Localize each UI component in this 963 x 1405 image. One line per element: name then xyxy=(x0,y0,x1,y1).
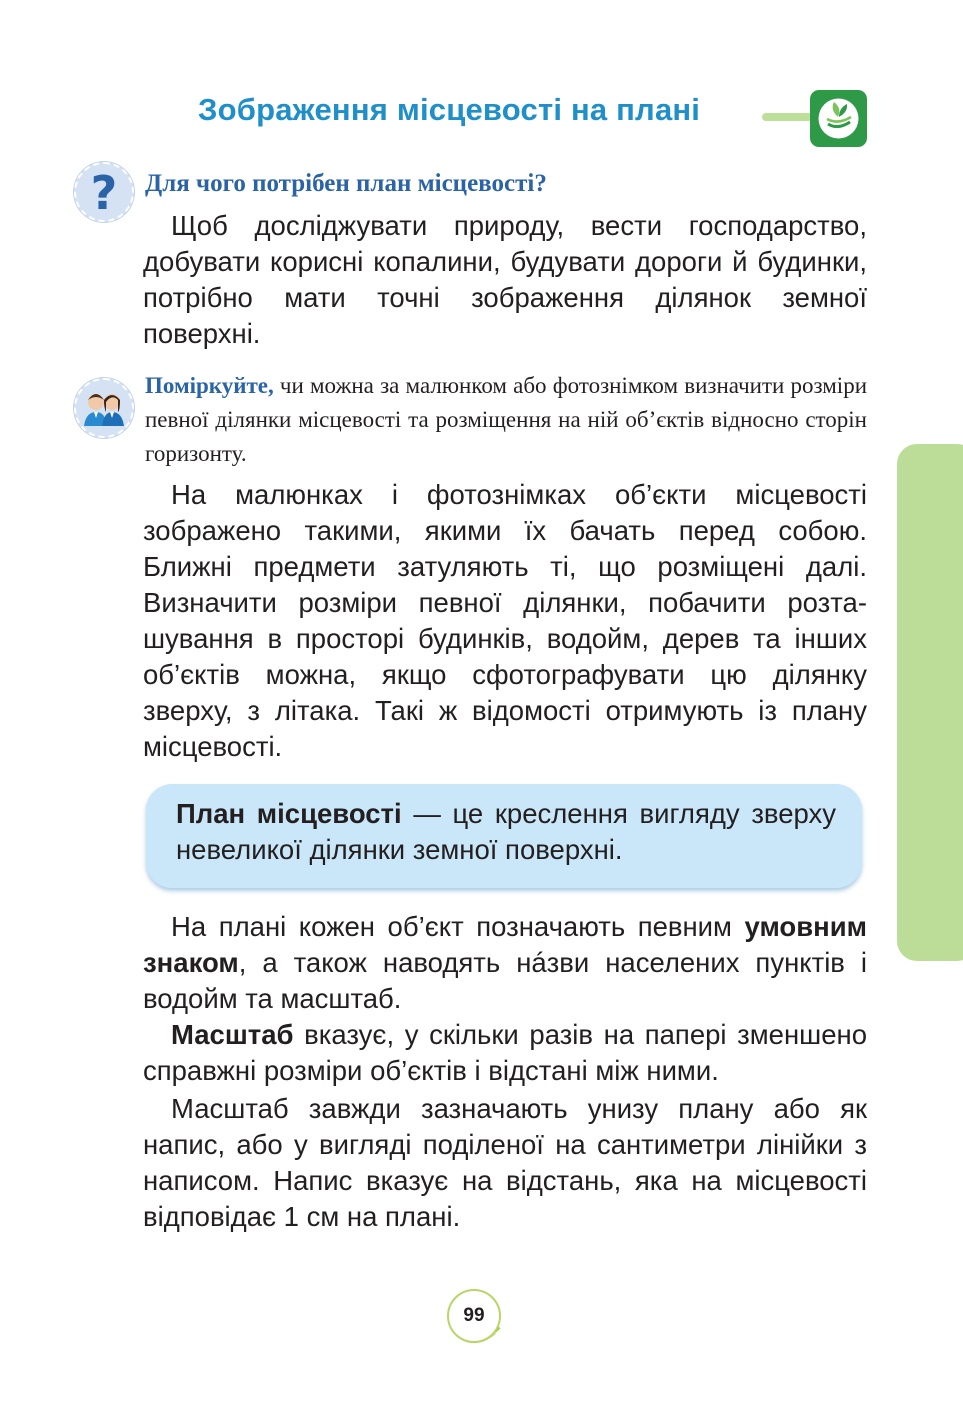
page-number-badge xyxy=(443,1287,505,1349)
term-conventional-sign: умовним знаком xyxy=(143,911,867,978)
chapter-side-tab xyxy=(897,444,963,961)
title-divider xyxy=(762,113,812,121)
term-scale: Масштаб xyxy=(171,1019,294,1050)
paragraph-3-end: , а також наводять нáзви населених пунктів і водойм та масштаб. xyxy=(143,947,867,1014)
think-lead: Поміркуйте, xyxy=(145,373,274,398)
question-heading: Для чого потрібен план місцевості? xyxy=(145,170,547,197)
leaf-hand-icon xyxy=(810,90,867,147)
page-number: 99 xyxy=(447,1289,501,1343)
think-prompt xyxy=(145,369,867,471)
paragraph-1: Щоб досліджувати природу, вести господарство, добувати корисні копалини, будувати дороги й будинки, потрібно мати точні зображення ділянок земної поверхні. xyxy=(143,210,867,349)
paragraph-4-text: вказує, у скільки разів на папері зменшено справжні розміри об’єктів і відстані між ними. xyxy=(143,1019,867,1086)
definition-term: План місцевості xyxy=(176,798,402,829)
children-icon xyxy=(74,378,134,438)
page-title: Зображення місцевості на плані xyxy=(198,92,701,127)
definition-body: — це креслення вигляду зверху невеликої ділянки земної поверхні. xyxy=(176,798,837,865)
paragraph-3 xyxy=(143,909,867,1017)
paragraph-2: На малюнках і фотознімках об’єкти місцевості зображено такими, якими їх бачать перед собою. Ближні предмети затуляють ті, що розміщені далі. Визначити розміри певної ділянки, побачити розташування в просторі будинків, водойм, дерев та інших об’єктів можна, якщо сфотографувати цю ділянку зверху, з літака. Такі ж відомості отримують із плану місцевості. xyxy=(143,479,867,762)
paragraph-5: Масштаб завжди зазначають унизу плану або як напис, або у вигляді поділеної на сантиметри лінійки з написом. Напис вказує на відстань, яка на місцевості відповідає 1 см на плані. xyxy=(143,1093,867,1232)
paragraph-3-start: На плані кожен об’єкт позначають певним xyxy=(171,911,745,942)
question-icon xyxy=(74,162,134,222)
definition-text xyxy=(176,796,836,868)
paragraph-4 xyxy=(143,1017,867,1089)
think-text: чи можна за малюнком або фотознімком визначити розміри певної ділянки місцевості та розміщення на ній об’єктів відносно сторін горизонту. xyxy=(145,373,867,466)
question-mark: ? xyxy=(90,166,118,220)
